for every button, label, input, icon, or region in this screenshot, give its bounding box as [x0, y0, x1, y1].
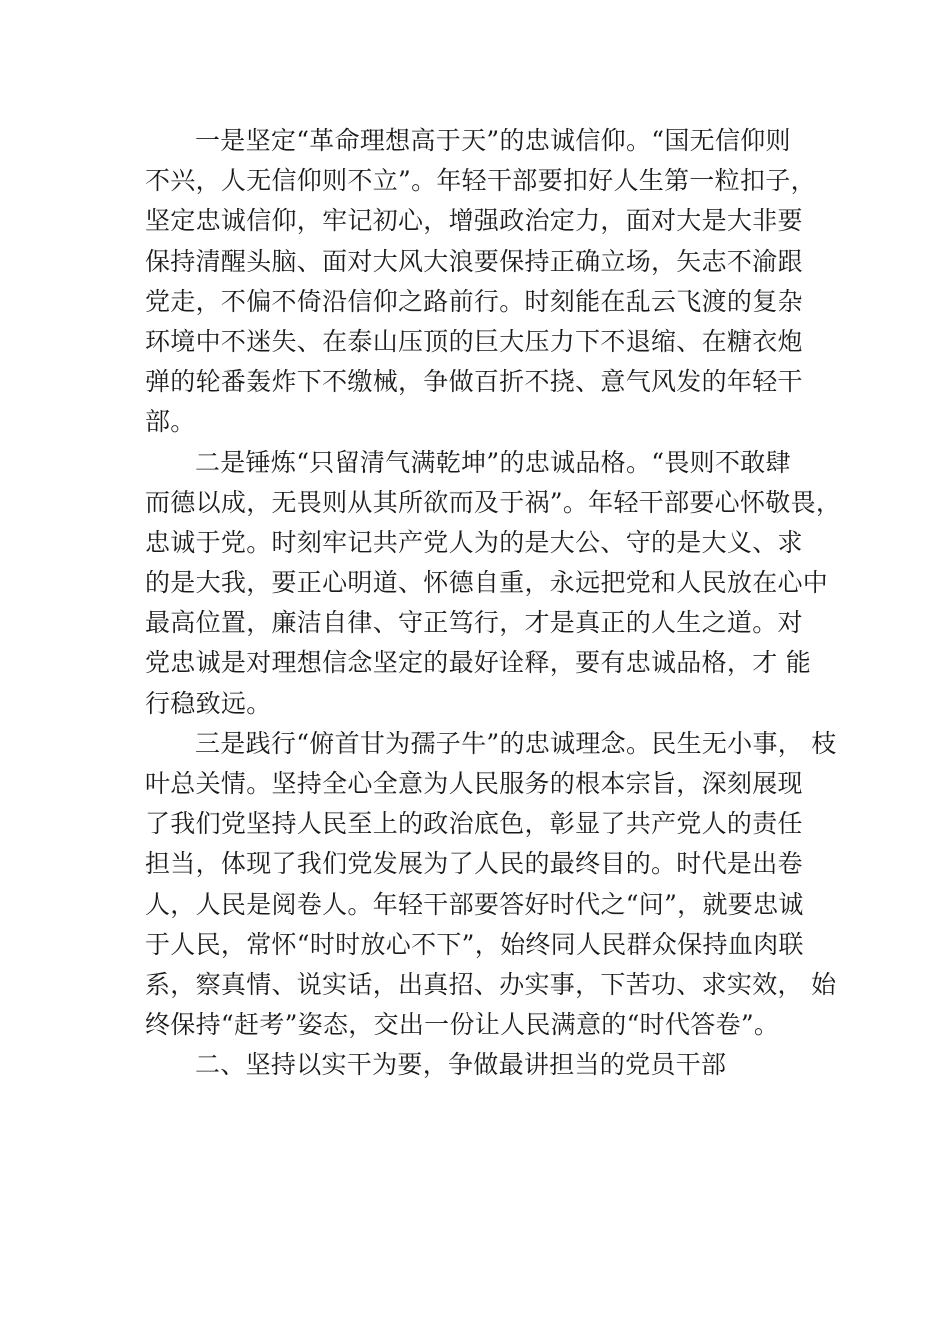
section-heading: 二、坚持以实干为要，争做最讲担当的党员干部	[195, 1050, 727, 1080]
paragraph-2-line-5: 最高位置，廉洁自律、守正笃行，才是真正的人生之道。对	[145, 608, 803, 638]
paragraph-1-line-2: 不兴，人无信仰则不立”。年轻干部要扣好人生第一粒扣子，	[145, 166, 816, 196]
paragraph-1-line-1: 一是坚定“革命理想高于天”的忠诚信仰。“国无信仰则	[195, 126, 791, 155]
paragraph-2-line-6: 党忠诚是对理想信念坚定的最好诠释，要有忠诚品格，才 能	[145, 648, 812, 678]
paragraph-2-line-3: 忠诚于党。时刻牢记共产党人为的是大公、守的是大义、求	[145, 527, 803, 557]
paragraph-1-line-8: 部。	[145, 407, 196, 437]
paragraph-1-line-3: 坚定忠诚信仰，牢记初心，增强政治定力，面对大是大非要	[145, 206, 803, 236]
paragraph-1-line-5: 党走，不偏不倚沿信仰之路前行。时刻能在乱云飞渡的复杂	[145, 286, 803, 316]
paragraph-3-line-5: 人，人民是阅卷人。年轻干部要答好时代之“问”，就要忠诚	[145, 889, 804, 919]
paragraph-3-line-8: 终保持“赶考”姿态，交出一份让人民满意的“时代答卷”。	[145, 1010, 780, 1040]
paragraph-2-line-2: 而德以成，无畏则从其所欲而及于祸”。年轻干部要心怀敬畏，	[145, 487, 842, 517]
paragraph-3-line-3: 了我们党坚持人民至上的政治底色，彰显了共产党人的责任	[145, 809, 803, 839]
paragraph-3-line-1: 三是践行“俯首甘为孺子牛”的忠诚理念。民生无小事， 枝	[195, 728, 837, 758]
paragraph-3-line-6: 于人民，常怀“时时放心不下”，始终同人民群众保持血肉联	[145, 929, 804, 959]
body-text	[145, 121, 842, 1086]
paragraph-2-line-4: 的是大我，要正心明道、怀德自重，永远把党和人民放在心中	[145, 568, 829, 598]
paragraph-3-line-2: 叶总关情。坚持全心全意为人民服务的根本宗旨，深刻展现	[145, 769, 803, 798]
paragraph-3-line-4: 担当，体现了我们党发展为了人民的最终目的。时代是出卷	[145, 849, 803, 879]
paragraph-2-line-7: 行稳致远。	[145, 688, 272, 718]
paragraph-3-line-7: 系，察真情、说实话，出真招、办实事，下苦功、求实效， 始	[145, 969, 837, 999]
paragraph-2-line-1: 二是锤炼“只留清气满乾坤”的忠诚品格。“畏则不敢肆	[195, 447, 791, 477]
paragraph-1-line-6: 环境中不迷失、在泰山压顶的巨大压力下不退缩、在糖衣炮	[145, 326, 803, 356]
paragraph-1-line-7: 弹的轮番轰炸下不缴械，争做百折不挠、意气风发的年轻干	[145, 367, 803, 397]
paragraph-1-line-4: 保持清醒头脑、面对大风大浪要保持正确立场，矢志不渝跟	[145, 246, 803, 276]
